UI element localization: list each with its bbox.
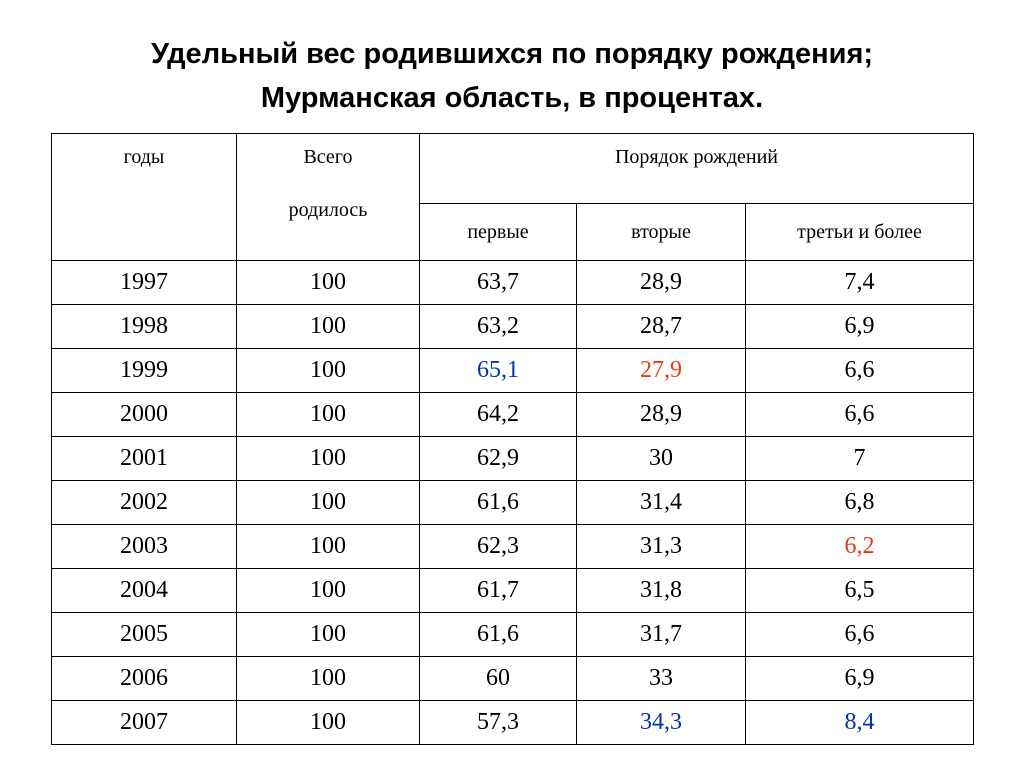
cell-total: 100: [237, 305, 420, 349]
cell-total: 100: [237, 393, 420, 437]
cell-year: 2004: [52, 569, 237, 613]
cell-first: 62,3: [420, 525, 577, 569]
table-row: [52, 481, 974, 525]
cell-third: 6,6: [746, 393, 974, 437]
cell-year: 1997: [52, 261, 237, 305]
cell-total: 100: [237, 569, 420, 613]
cell-total: 100: [237, 613, 420, 657]
table-row: [52, 437, 974, 481]
cell-second: 28,9: [577, 393, 746, 437]
cell-year: 1998: [52, 305, 237, 349]
title-line-2: Мурманская область, в процентах.: [260, 82, 764, 114]
cell-year: 2006: [52, 657, 237, 701]
cell-total: 100: [237, 657, 420, 701]
cell-year: 2002: [52, 481, 237, 525]
header-row-top: [52, 134, 974, 204]
cell-first: 61,6: [420, 613, 577, 657]
header-second: вторые: [577, 204, 746, 261]
table-row: [52, 305, 974, 349]
cell-total: 100: [237, 261, 420, 305]
cell-third-highlight-blue: 8,4: [746, 701, 974, 745]
cell-first: 57,3: [420, 701, 577, 745]
page-title: [0, 32, 1024, 120]
cell-second: 33: [577, 657, 746, 701]
cell-third: 6,5: [746, 569, 974, 613]
cell-total: 100: [237, 701, 420, 745]
cell-third: 7,4: [746, 261, 974, 305]
cell-first: 62,9: [420, 437, 577, 481]
cell-first: 63,2: [420, 305, 577, 349]
cell-second-highlight-red: 27,9: [577, 349, 746, 393]
header-birth-order-group: Порядок рождений: [420, 134, 974, 204]
cell-first-highlight-blue: 65,1: [420, 349, 577, 393]
header-total: [237, 134, 420, 261]
table-row: [52, 613, 974, 657]
cell-second: 31,4: [577, 481, 746, 525]
cell-first: 64,2: [420, 393, 577, 437]
header-years: годы: [52, 134, 237, 261]
cell-first: 61,6: [420, 481, 577, 525]
cell-year: 2005: [52, 613, 237, 657]
cell-year: 2007: [52, 701, 237, 745]
cell-third-highlight-red: 6,2: [746, 525, 974, 569]
header-third: третьи и более: [746, 204, 974, 261]
cell-second: 31,7: [577, 613, 746, 657]
cell-second: 28,9: [577, 261, 746, 305]
cell-total: 100: [237, 525, 420, 569]
table-row: [52, 657, 974, 701]
table-row: [52, 569, 974, 613]
header-total-line-1: Всего: [303, 146, 353, 168]
cell-first: 63,7: [420, 261, 577, 305]
cell-year: 1999: [52, 349, 237, 393]
cell-year: 2000: [52, 393, 237, 437]
cell-second: 28,7: [577, 305, 746, 349]
header-first: первые: [420, 204, 577, 261]
cell-third: 6,6: [746, 613, 974, 657]
table-row: [52, 261, 974, 305]
cell-third: 7: [746, 437, 974, 481]
cell-first: 61,7: [420, 569, 577, 613]
table-row: [52, 525, 974, 569]
cell-third: 6,9: [746, 305, 974, 349]
cell-year: 2003: [52, 525, 237, 569]
cell-third: 6,8: [746, 481, 974, 525]
header-total-line-2: родилось: [288, 199, 368, 221]
cell-second: 30: [577, 437, 746, 481]
births-order-table: [51, 133, 974, 745]
cell-total: 100: [237, 481, 420, 525]
cell-first: 60: [420, 657, 577, 701]
table-row: [52, 701, 974, 745]
title-line-1: Удельный вес родившихся по порядку рождения;: [150, 38, 874, 70]
cell-second: 31,8: [577, 569, 746, 613]
cell-year: 2001: [52, 437, 237, 481]
cell-second-highlight-blue: 34,3: [577, 701, 746, 745]
cell-second: 31,3: [577, 525, 746, 569]
cell-third: 6,6: [746, 349, 974, 393]
cell-total: 100: [237, 349, 420, 393]
table-row: [52, 349, 974, 393]
cell-third: 6,9: [746, 657, 974, 701]
table-row: [52, 393, 974, 437]
cell-total: 100: [237, 437, 420, 481]
